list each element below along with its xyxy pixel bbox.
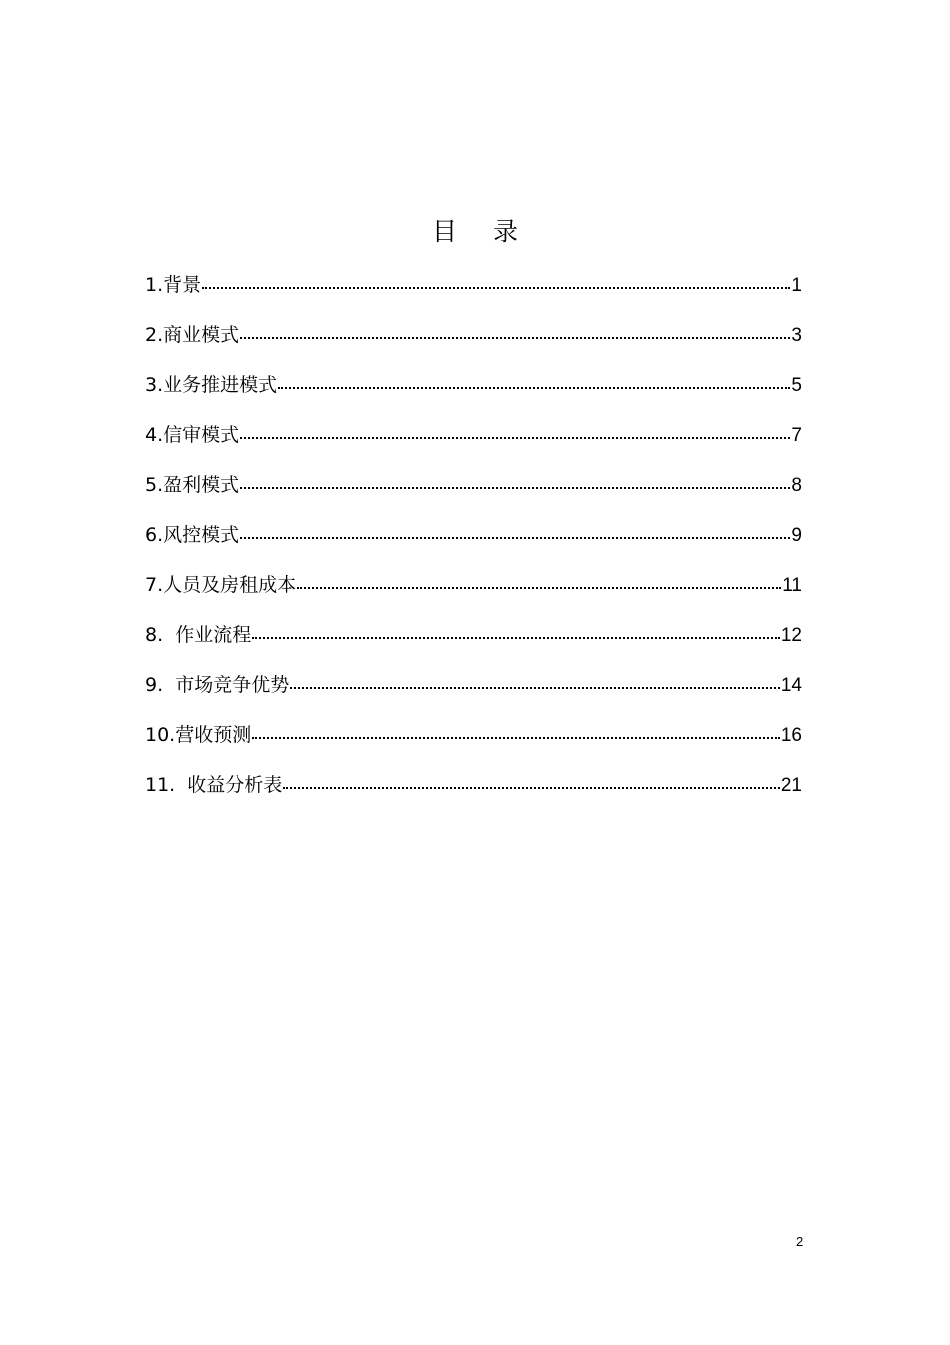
toc-entry-page: 14 bbox=[780, 675, 802, 696]
toc-entry-page: 5 bbox=[791, 375, 802, 396]
toc-leader-dots bbox=[240, 437, 790, 439]
toc-entry-label: 8. 作业流程 bbox=[145, 624, 252, 646]
toc-entry-page: 21 bbox=[780, 775, 802, 796]
toc-entry-label: 5.盈利模式 bbox=[145, 474, 240, 496]
toc-entry-background[interactable] bbox=[145, 270, 802, 320]
toc-leader-dots bbox=[278, 387, 790, 389]
toc-entry-page: 16 bbox=[780, 725, 802, 746]
toc-entry-label: 9. 市场竞争优势 bbox=[145, 674, 290, 696]
toc-entry-label: 4.信审模式 bbox=[145, 424, 240, 446]
toc-entry-revenue-forecast[interactable] bbox=[145, 720, 802, 770]
toc-entry-label: 6.风控模式 bbox=[145, 524, 240, 546]
toc-entry-business-promotion-model[interactable] bbox=[145, 370, 802, 420]
toc-entry-credit-review-model[interactable] bbox=[145, 420, 802, 470]
toc-entry-label: 11. 收益分析表 bbox=[145, 774, 283, 796]
toc-title: 目 录 bbox=[432, 217, 532, 246]
toc-entry-label: 2.商业模式 bbox=[145, 324, 240, 346]
toc-leader-dots bbox=[240, 487, 790, 489]
toc-leader-dots bbox=[240, 537, 790, 539]
toc-entry-page: 3 bbox=[791, 325, 802, 346]
toc-entry-label: 1.背景 bbox=[145, 274, 202, 296]
toc-entry-label: 7.人员及房租成本 bbox=[145, 574, 297, 596]
toc-leader-dots bbox=[202, 287, 790, 289]
toc-entry-workflow[interactable] bbox=[145, 620, 802, 670]
toc-entry-page: 8 bbox=[791, 475, 802, 496]
toc-entry-business-model[interactable] bbox=[145, 320, 802, 370]
toc-leader-dots bbox=[252, 737, 780, 739]
toc-entry-competitive-advantage[interactable] bbox=[145, 670, 802, 720]
toc-entry-label: 10.营收预测 bbox=[145, 724, 252, 746]
toc-entry-page: 11 bbox=[782, 575, 802, 596]
toc-leader-dots bbox=[252, 637, 780, 639]
page-number: 2 bbox=[796, 1234, 804, 1249]
table-of-contents bbox=[145, 270, 802, 820]
toc-leader-dots bbox=[283, 787, 780, 789]
toc-entry-page: 1 bbox=[791, 275, 802, 296]
toc-leader-dots bbox=[290, 687, 780, 689]
toc-entry-risk-control-model[interactable] bbox=[145, 520, 802, 570]
toc-leader-dots bbox=[297, 587, 781, 589]
toc-entry-page: 12 bbox=[780, 625, 802, 646]
toc-leader-dots bbox=[240, 337, 790, 339]
toc-entry-label: 3.业务推进模式 bbox=[145, 374, 278, 396]
toc-entry-profit-model[interactable] bbox=[145, 470, 802, 520]
toc-entry-page: 7 bbox=[791, 425, 802, 446]
toc-entry-staff-and-rent-cost[interactable] bbox=[145, 570, 802, 620]
toc-entry-page: 9 bbox=[791, 525, 802, 546]
toc-entry-profit-analysis-table[interactable] bbox=[145, 770, 802, 820]
